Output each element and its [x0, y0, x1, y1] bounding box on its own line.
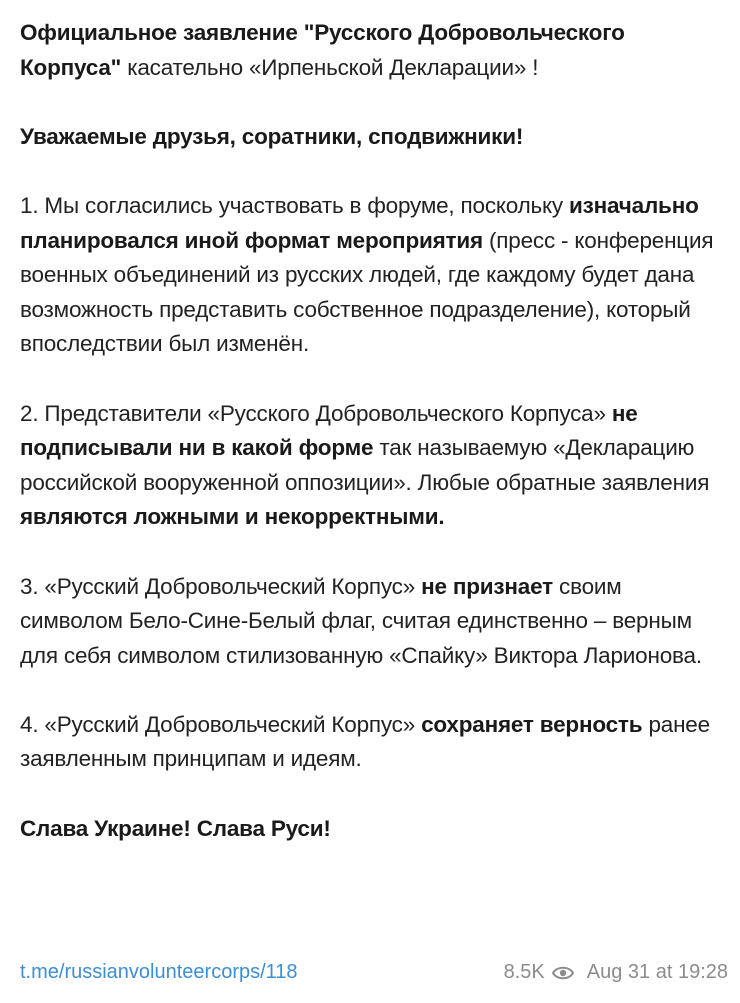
p3-text: 3. «Русский Добровольческий Корпус» [20, 573, 422, 599]
eye-icon [551, 964, 575, 980]
post-meta [504, 961, 728, 984]
p4-text: 4. «Русский Добровольческий Корпус» [20, 711, 422, 737]
p4-bold: сохраняет верность [421, 711, 643, 737]
post-link[interactable]: t.me/russianvolunteercorps/118 [20, 960, 298, 983]
post-footer [20, 955, 728, 989]
p4-text-end: ранее заявленным принципам и идеям. [20, 711, 710, 772]
p1-text-end: (пресс - конференция военных объединений из русских людей, где каждому будет дана возможность представить собственное подразделение), который впоследствии был изменён. [20, 227, 714, 357]
greeting [20, 120, 720, 155]
post-title [20, 16, 720, 85]
paragraph-3 [20, 570, 720, 674]
p1-text: 1. Мы согласились участвовать в форуме, поскольку [20, 192, 570, 218]
title-rest: касательно «Ирпеньской Декларации» ! [121, 54, 539, 80]
paragraph-1 [20, 189, 720, 362]
title-bold: Официальное заявление "Русского Добровольческого Корпуса" [20, 20, 625, 80]
closing [20, 812, 720, 847]
p3-bold: не признает [421, 573, 553, 599]
paragraph-2 [20, 397, 720, 535]
greeting-text: Уважаемые друзья, соратники, сподвижники! [20, 123, 524, 149]
p3-text-end: своим символом Бело-Сине-Белый флаг, считая единственно – верным для себя символом стилизованную «Спайку» Виктора Ларионова. [20, 573, 702, 668]
p1-bold: изначально планировался иной формат мероприятия [20, 192, 699, 253]
closing-text: Слава Украине! Слава Руси! [20, 815, 331, 841]
p2-bold: не подписывали ни в какой форме [20, 400, 638, 461]
p2-text-mid: так называемую «Декларацию российской вооруженной оппозиции». Любые обратные заявления [20, 435, 710, 495]
paragraph-4 [20, 708, 720, 777]
timestamp: Aug 31 at 19:28 [586, 960, 728, 983]
p2-text: 2. Представители «Русского Добровольческого Корпуса» [20, 400, 612, 426]
view-count: 8.5K [503, 960, 545, 983]
p2-bold-end: являются ложными и некорректными. [20, 504, 445, 530]
